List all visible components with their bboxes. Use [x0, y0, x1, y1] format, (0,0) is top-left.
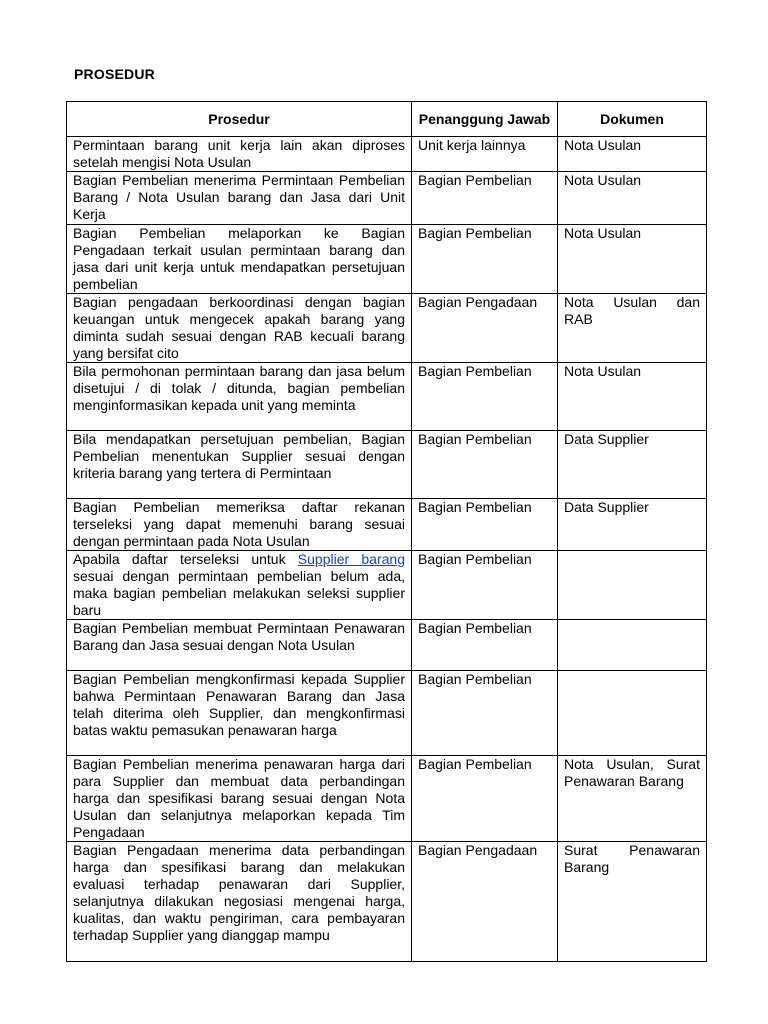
cell-dokumen: Nota Usulan, Surat Penawaran Barang — [558, 756, 707, 842]
procedure-table — [66, 101, 707, 962]
cell-dokumen — [558, 671, 707, 756]
cell-prosedur: Bagian Pembelian membuat Permintaan Penawaran Barang dan Jasa sesuai dengan Nota Usulan — [67, 620, 412, 671]
supplier-barang-link[interactable]: Supplier barang — [297, 551, 405, 567]
cell-prosedur: Permintaan barang unit kerja lain akan diproses setelah mengisi Nota Usulan — [67, 137, 412, 172]
cell-prosedur: Bagian Pembelian menerima penawaran harga dari para Supplier dan membuat data perbandingan harga dan spesifikasi barang sesuai dengan Nota Usulan dan selanjutnya melaporkan kepada Tim Pengadaan — [67, 756, 412, 842]
cell-prosedur — [67, 551, 412, 620]
table-row — [67, 363, 707, 431]
table-row — [67, 551, 707, 620]
cell-penanggung-jawab: Bagian Pembelian — [412, 172, 558, 225]
cell-penanggung-jawab: Bagian Pembelian — [412, 363, 558, 431]
header-penanggung-jawab: Penanggung Jawab — [412, 102, 558, 137]
header-prosedur: Prosedur — [67, 102, 412, 137]
table-row — [67, 620, 707, 671]
cell-dokumen: Data Supplier — [558, 499, 707, 551]
cell-prosedur: Bagian Pembelian mengkonfirmasi kepada Supplier bahwa Permintaan Penawaran Barang dan Jasa telah diterima oleh Supplier, dan mengkonfirmasi batas waktu pemasukan penawaran harga — [67, 671, 412, 756]
cell-penanggung-jawab: Bagian Pembelian — [412, 671, 558, 756]
cell-penanggung-jawab: Bagian Pembelian — [412, 499, 558, 551]
cell-dokumen: Nota Usulan — [558, 363, 707, 431]
cell-dokumen: Nota Usulan — [558, 225, 707, 294]
cell-penanggung-jawab: Bagian Pembelian — [412, 551, 558, 620]
cell-prosedur-text: sesuai dengan permintaan pembelian belum ada, maka bagian pembelian melakukan seleksi supplier baru — [73, 568, 405, 618]
cell-prosedur: Bagian Pembelian melaporkan ke Bagian Pengadaan terkait usulan permintaan barang dan jasa dari unit kerja untuk mendapatkan persetujuan pembelian — [67, 225, 412, 294]
table-row — [67, 431, 707, 499]
cell-dokumen: Nota Usulan — [558, 172, 707, 225]
cell-dokumen — [558, 551, 707, 620]
cell-prosedur: Bila mendapatkan persetujuan pembelian, Bagian Pembelian menentukan Supplier sesuai dengan kriteria barang yang tertera di Permintaan — [67, 431, 412, 499]
cell-penanggung-jawab: Bagian Pembelian — [412, 620, 558, 671]
table-row — [67, 172, 707, 225]
table-header-row — [67, 102, 707, 137]
table-row — [67, 225, 707, 294]
cell-dokumen — [558, 620, 707, 671]
cell-dokumen: Nota Usulan dan RAB — [558, 294, 707, 363]
cell-penanggung-jawab: Unit kerja lainnya — [412, 137, 558, 172]
cell-dokumen: Nota Usulan — [558, 137, 707, 172]
cell-prosedur: Bagian Pembelian memeriksa daftar rekanan terseleksi yang dapat memenuhi barang sesuai dengan permintaan pada Nota Usulan — [67, 499, 412, 551]
header-dokumen: Dokumen — [558, 102, 707, 137]
cell-penanggung-jawab: Bagian Pembelian — [412, 431, 558, 499]
cell-prosedur: Bagian pengadaan berkoordinasi dengan bagian keuangan untuk mengecek apakah barang yang diminta sudah sesuai dengan RAB kecuali barang yang bersifat cito — [67, 294, 412, 363]
cell-penanggung-jawab: Bagian Pembelian — [412, 225, 558, 294]
table-row — [67, 756, 707, 842]
cell-penanggung-jawab: Bagian Pembelian — [412, 756, 558, 842]
page-heading: PROSEDUR — [74, 66, 155, 82]
cell-dokumen: Data Supplier — [558, 431, 707, 499]
table-row — [67, 671, 707, 756]
cell-prosedur: Bagian Pembelian menerima Permintaan Pembelian Barang / Nota Usulan barang dan Jasa dari Unit Kerja — [67, 172, 412, 225]
table-row — [67, 294, 707, 363]
table-row — [67, 499, 707, 551]
cell-prosedur: Bila permohonan permintaan barang dan jasa belum disetujui / di tolak / ditunda, bagian pembelian menginformasikan kepada unit yang meminta — [67, 363, 412, 431]
table-row — [67, 842, 707, 962]
cell-penanggung-jawab: Bagian Pengadaan — [412, 842, 558, 962]
cell-prosedur: Bagian Pengadaan menerima data perbandingan harga dan spesifikasi barang dan melakukan evaluasi terhadap penawaran dari Supplier, selanjutnya dilakukan negosiasi mengenai harga, kualitas, dan waktu pengiriman, cara pembayaran terhadap Supplier yang dianggap mampu — [67, 842, 412, 962]
cell-penanggung-jawab: Bagian Pengadaan — [412, 294, 558, 363]
cell-prosedur-text: Apabila daftar terseleksi untuk — [73, 551, 298, 567]
table-row — [67, 137, 707, 172]
cell-dokumen: Surat Penawaran Barang — [558, 842, 707, 962]
